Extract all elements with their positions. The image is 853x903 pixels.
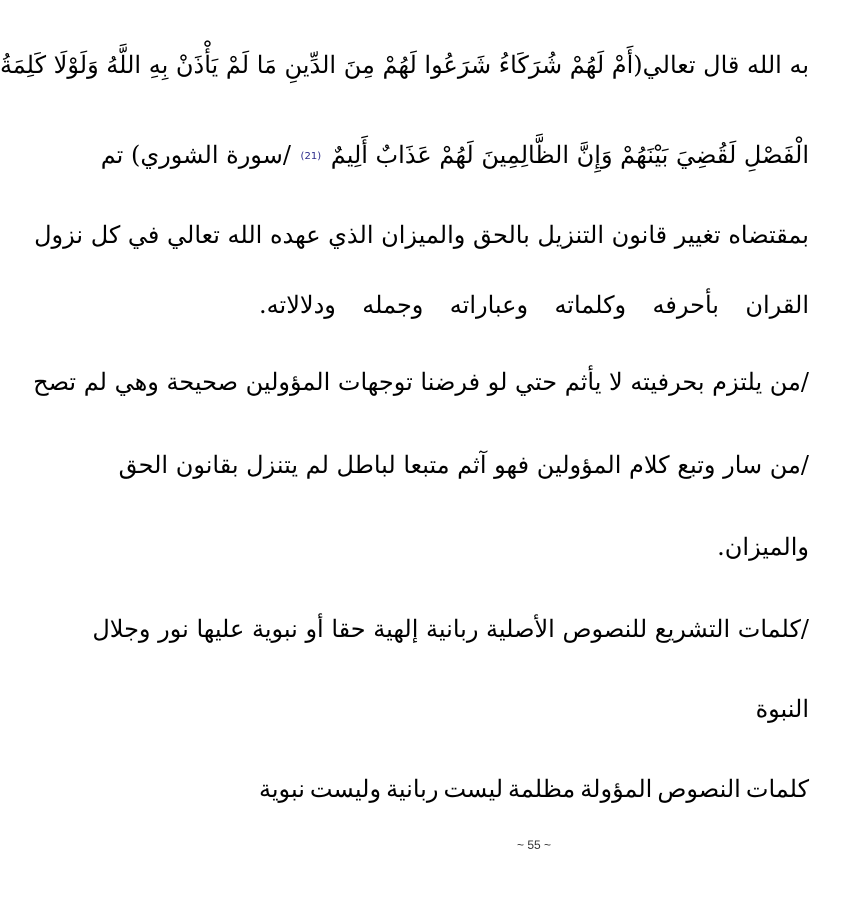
page-number: ~ 55 ~ [516,838,552,852]
word: وجمله [362,291,424,319]
text-line-9: النبوة [755,695,809,723]
text-line-5: /من يلتزم بحرفيته لا يأثم حتي لو فرضنا توجهات المؤولين صحيحة وهي لم تصح [33,368,809,396]
word: القران [745,291,809,319]
word: ودلالاته. [259,291,336,319]
word: مظلمة [508,775,576,803]
word: نبوية [259,775,305,803]
word: وعباراته [449,291,529,319]
surah-citation: /سورة الشوري) تم [100,141,291,169]
word: وكلماته [554,291,627,319]
word: كلمات [745,775,809,803]
word: النصوص [657,775,741,803]
word: بأحرفه [652,291,719,319]
word: ليست [443,775,503,803]
text-line-1: به الله قال تعالي(أَمْ لَهُمْ شُرَكَاءُ شَرَعُوا لَهُمْ مِنَ الدِّينِ مَا لَمْ يَأْذَنْ بِهِ اللَّهُ وَلَوْلَا كَلِمَةُ [0,51,809,79]
text-line-2 [100,138,809,174]
text-line-10 [259,772,809,806]
text-line-8: /كلمات التشريع للنصوص الأصلية ربانية إلهية حقا أو نبوية عليها نور وجلال [92,615,809,643]
text-line-7: والميزان. [717,533,809,561]
word: المؤولة [580,775,653,803]
text-line-3: بمقتضاه تغيير قانون التنزيل بالحق والميزان الذي عهده الله تعالي في كل نزول [34,221,809,249]
text-line-4 [259,288,809,322]
word: وليست [309,775,382,803]
word: ربانية [386,775,439,803]
footnote-reference[interactable]: (21) [300,150,322,162]
quran-verse-text: الْفَصْلِ لَقُضِيَ بَيْنَهُمْ وَإِنَّ الظَّالِمِينَ لَهُمْ عَذَابٌ أَلِيمٌ [330,141,809,169]
text-line-6: /من سار وتبع كلام المؤولين فهو آثم متبعا لباطل لم يتنزل بقانون الحق [118,451,809,479]
